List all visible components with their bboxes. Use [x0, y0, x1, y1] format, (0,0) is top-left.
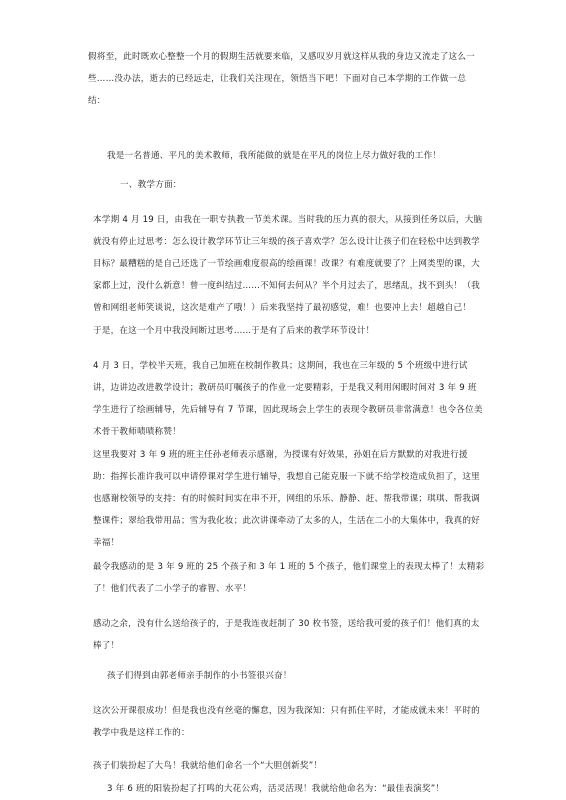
body-paragraph-7: 这次公开课很成功！但是我也没有丝毫的懈怠，因为我深知：只有抓住平时，才能成就未来！平时的教学中我是这样工作的：	[93, 706, 480, 738]
body-paragraph-3: 4 月 3 日，学校半天班，我自己加班在校制作教具；这期间，我也在三年级的 5 个班级中进行试讲，边讲边改进教学设计；教研员叮嘱孩子的作业一定要精彩，于是我又利用闲暇时间对 3 年 9 班学生进行了绘画辅导，先后辅导有 7 节课，因此现场会上学生的表现令教研员非常满意！也令各位美术骨干教师啧啧称赞！	[93, 361, 483, 437]
body-paragraph-6: 感动之余，没有什么送给孩子的，于是我连夜赶制了 30 枚书签，送给我可爱的孩子们！他们真的太棒了！	[93, 619, 480, 651]
photo-caption-1: 孩子们得到由郭老师亲手制作的小书签很兴奋！	[107, 671, 292, 681]
photo-caption-2: 孩子们装扮起了大鸟！我就给他们命名一个“大胆创新奖”！	[93, 761, 323, 771]
body-paragraph-5: 最令我感动的是 3 年 9 班的 25 个孩子和 3 年 1 班的 5 个孩子，他们课堂上的表现太棒了！太精彩了！他们代表了二小学子的睿智、水平！	[93, 562, 485, 594]
body-paragraph-1: 本学期 4 月 19 日，由我在一职专执教一节美术课。当时我的压力真的很大，从接到任务以后，大脑就没有停止过思考：怎么设计教学环节让三年级的孩子喜欢学？怎么设计让孩子们在轻松中达到教学目标？最糟糕的是自己还选了一节绘画难度很高的绘画课！改课？有难度就要了？上网类型的课，大家都上过，没什么新意！曾一度纠结过……不知何去何从？半个月过去了，思绪乱，找不到头！（我曾和网组老师笑谈说，这次是难产了哦！）后来我坚持了最初感觉，难！也要冲上去！超越自己！	[93, 215, 483, 313]
body-paragraph-2: 于是，在这一个月中我没间断过思考……于是有了后来的教学环节设计！	[93, 326, 375, 336]
self-intro-paragraph: 我是一名普通、平凡的美术教师，我所能做的就是在平凡的岗位上尽力做好我的工作！	[107, 151, 442, 161]
intro-paragraph: 假将至，此时既欢心整整一个月的假期生活就要来临，又感叹岁月就这样从我的身边又流走了这么一些……没办法，逝去的已经远走，让我们关注现在，领悟当下吧！下面对自己本学期的工作做一总结：	[88, 52, 475, 106]
photo-caption-3: 3 年 6 班的阳装扮起了打鸣的大花公鸡，活灵活现！我就给他命名为：“最佳表演奖”！	[107, 784, 445, 794]
body-paragraph-4: 这里我要对 3 年 9 班的班主任孙老师表示感谢，为授课有好效果，孙姐在后方默默的对我进行援助：指挥长准许我可以申请停课对学生进行辅导，我想自己能克服一下就不给学校造成负担了，这里也感谢校领导的支持：有的时候时间实在串不开，网组的乐乐、静静、赶、帮我带课；琪琪、帮我调整课件；翠给我带用品；雪为我化妆；此次讲课牵动了太多的人，生活在二小的大集体中，我真的好幸福！	[93, 450, 480, 548]
section-heading: 一、教学方面：	[120, 180, 182, 190]
